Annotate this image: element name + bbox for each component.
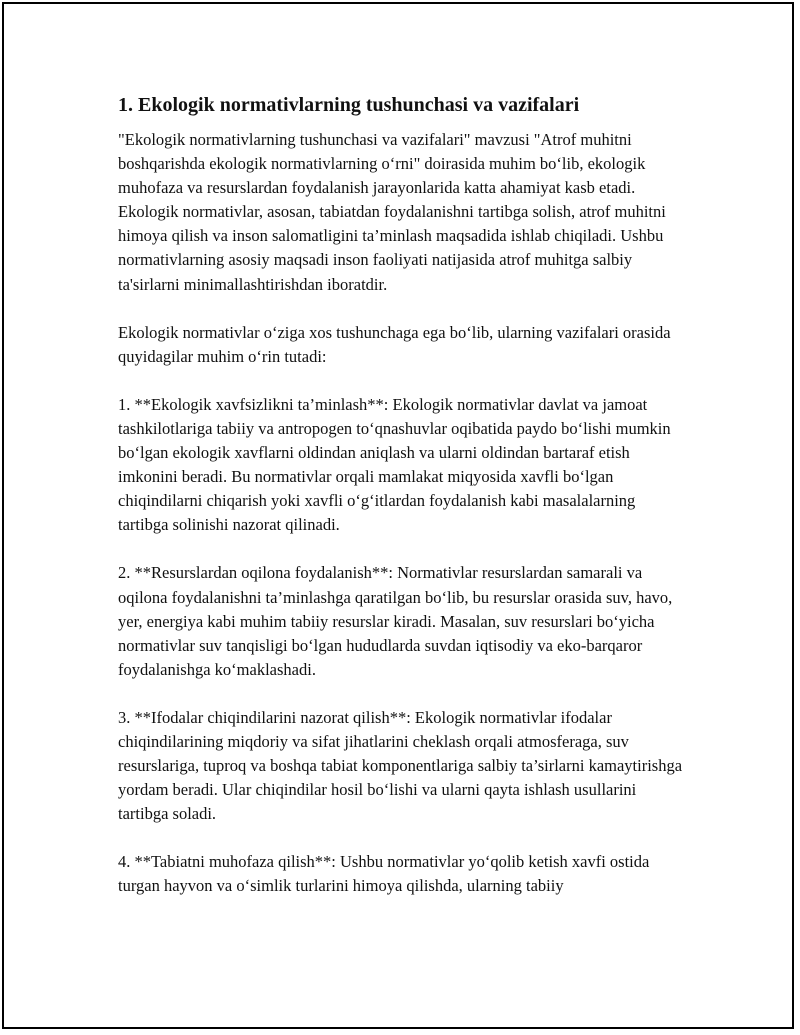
list-item-nature-protection: 4. **Tabiatni muhofaza qilish**: Ushbu normativlar yo‘qolib ketish xavfi ostida turgan hayvon va o‘simlik turlarini himoya qilishda, ularning tabiiy bbox=[118, 852, 650, 896]
list-item-ecological-safety: 1. **Ekologik xavfsizlikni ta’minlash**: Ekologik normativlar davlat va jamoat tashkilotlariga tabiiy va antropogen to‘qnashuvlar oqibatida paydo bo‘lishi mumkin bo‘lgan ekologik xavflarni oldindan aniqlash va ularni oldindan bartaraf etish imkonini beradi. Bu normativlar orqali mamlakat miqyosida xavfli bo‘lgan chiqindilarni chiqarish yoki xavfli o‘g‘itlardan foydalanish kabi masalalarning tartibga solinishi nazorat qilinadi. bbox=[118, 394, 671, 535]
lead-in-paragraph: Ekologik normativlar o‘ziga xos tushunchaga ega bo‘lib, ularning vazifalari orasida quyidagilar muhim o‘rin tutadi: bbox=[118, 322, 671, 366]
section-title: 1. Ekologik normativlarning tushunchasi va vazifalari bbox=[118, 94, 580, 116]
document-body bbox=[118, 92, 688, 923]
intro-paragraph: "Ekologik normativlarning tushunchasi va vazifalari" mavzusi "Atrof muhitni boshqarishda ekologik normativlarning o‘rni" doirasida muhim bo‘lib, ekologik muhofaza va resurslardan foydalanish jarayonlarida katta ahamiyat kasb etadi. Ekologik normativlar, asosan, tabiatdan foydalanishni tartibga solish, atrof muhitni himoya qilish va inson salomatligini ta’minlash maqsadida ishlab chiqiladi. Ushbu normativlarning asosiy maqsadi inson faoliyati natijasida atrof muhitga salbiy ta'sirlarni minimallashtirishdan iboratdir. bbox=[118, 130, 666, 294]
list-item-waste-control: 3. **Ifodalar chiqindilarini nazorat qilish**: Ekologik normativlar ifodalar chiqindilarining miqdoriy va sifat jihatlarini cheklash orqali atmosferaga, suv resurslariga, tuproq va boshqa tabiat komponentlariga salbiy ta’sirlarni kamaytirishga yordam beradi. Ular chiqindilar hosil bo‘lishi va ularni qayta ishlash usullarini tartibga soladi. bbox=[118, 707, 683, 824]
list-item-resource-use: 2. **Resurslardan oqilona foydalanish**: Normativlar resurslardan samarali va oqilona foydalanishni ta’minlashga qaratilgan bo‘lib, bu resurslar orasida suv, havo, yer, energiya kabi muhim tabiiy resurslar kiradi. Masalan, suv resurslari bo‘yicha normativlar suv tanqisligi bo‘lgan hududlarda suvdan iqtisodiy va eko-barqaror foydalanishga ko‘maklashadi. bbox=[118, 563, 673, 679]
